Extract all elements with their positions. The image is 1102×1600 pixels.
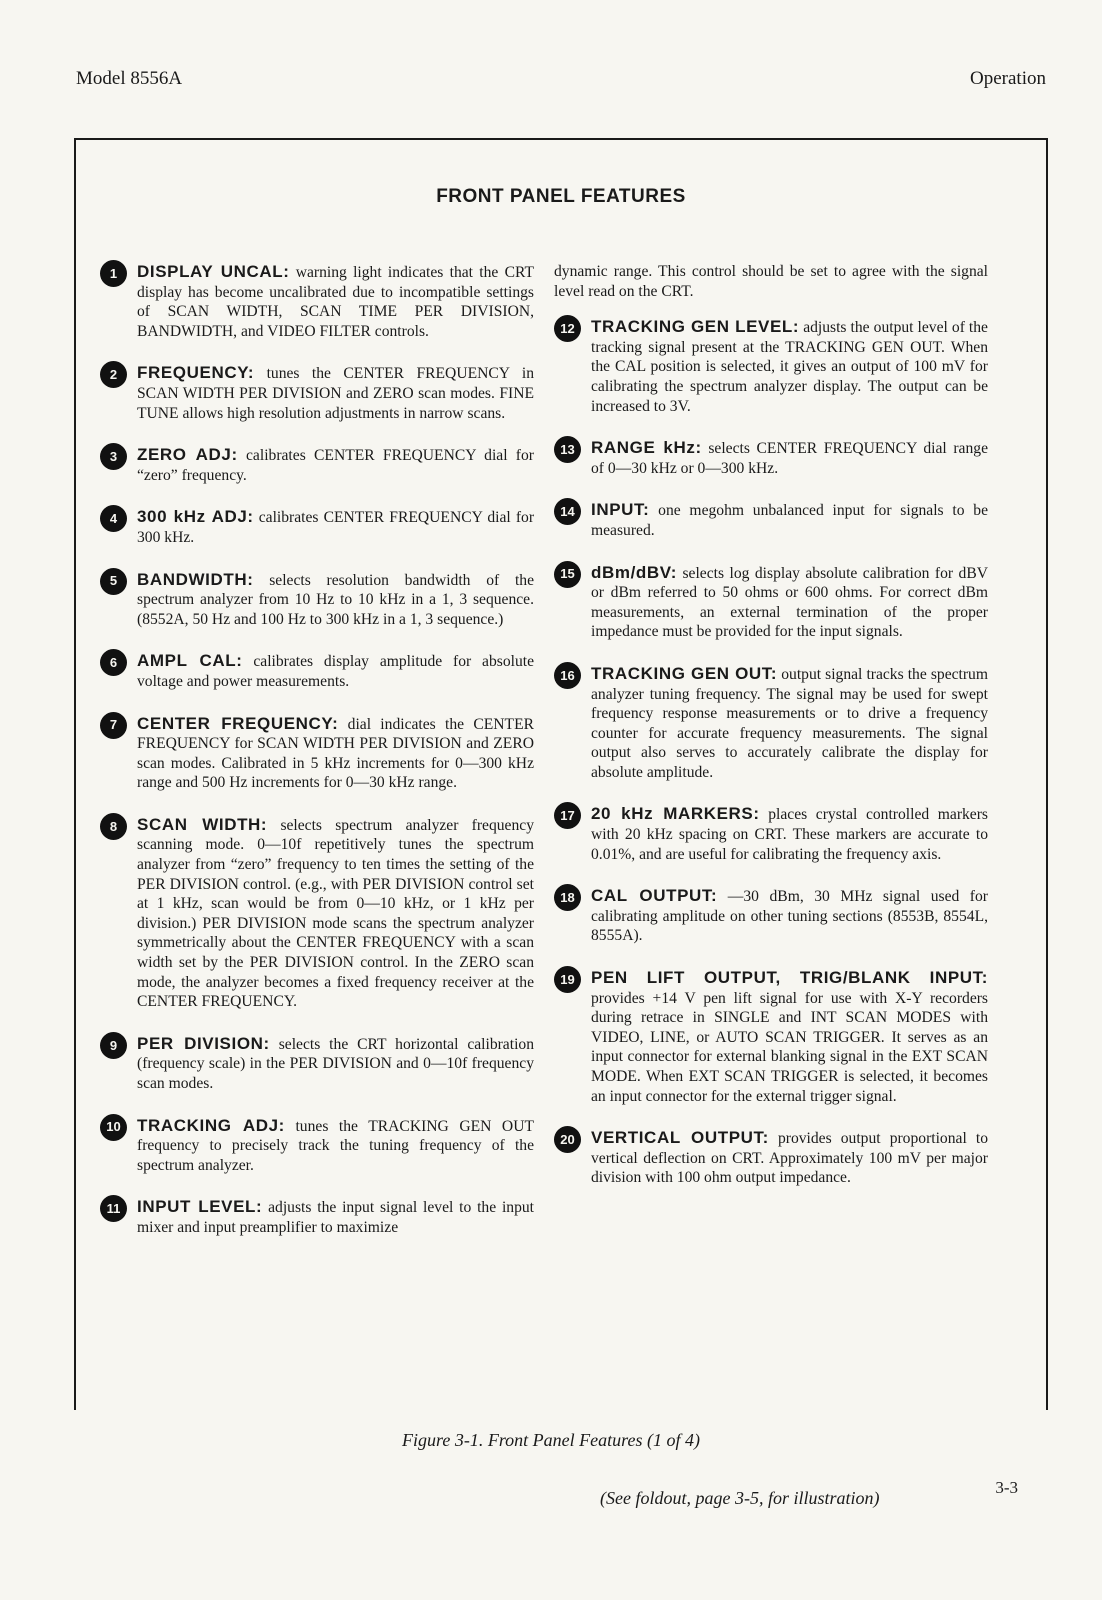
feature-term: TRACKING GEN LEVEL: [591, 317, 800, 337]
feature-item [100, 714, 534, 793]
right-column [554, 262, 988, 1210]
feature-item [100, 651, 534, 691]
figure-caption: Figure 3-1. Front Panel Features (1 of 4) [402, 1430, 700, 1450]
feature-item [554, 968, 988, 1106]
callout-number-badge: 5 [100, 568, 127, 595]
feature-description: selects CENTER FREQUENCY dial range of 0—30 kHz or 0—300 kHz. [591, 440, 988, 477]
feature-description: calibrates CENTER FREQUENCY dial for “zero” frequency. [137, 447, 534, 484]
callout-number-badge: 19 [554, 966, 581, 993]
feature-term: CAL OUTPUT: [591, 886, 718, 906]
feature-item [554, 317, 988, 416]
feature-item [100, 262, 534, 341]
feature-description: one megohm unbalanced input for signals to be measured. [591, 502, 988, 539]
feature-item [100, 363, 534, 423]
foldout-note: (See foldout, page 3-5, for illustration) [600, 1488, 880, 1508]
feature-term: 20 kHz MARKERS: [591, 804, 760, 824]
callout-number-badge: 15 [554, 561, 581, 588]
feature-item [554, 664, 988, 783]
feature-item [100, 815, 534, 1012]
feature-term: CENTER FREQUENCY: [137, 713, 339, 733]
feature-description: selects spectrum analyzer frequency scanning mode. 0—10f repetitively tunes the spectrum analyzer from “zero” frequency to ten times the setting of the PER DIVISION control. (e.g., with PER DIVISION control set at 1 kHz, scan would be from 0—10 kHz, or 1 kHz per division.) PER DIVISION mode scans the spectrum analyzer symmetrically about the CENTER FREQUENCY with a scan width set by the PER DIVISION control. In the ZERO scan mode, the analyzer becomes a fixed frequency receiver at the CENTER FREQUENCY. [137, 816, 534, 1011]
feature-term: VERTICAL OUTPUT: [591, 1128, 769, 1148]
feature-item [554, 563, 988, 642]
callout-number-badge: 4 [100, 505, 127, 532]
feature-item [100, 445, 534, 485]
feature-term: AMPL CAL: [137, 651, 243, 671]
features-frame [74, 138, 1048, 1410]
feature-term: TRACKING ADJ: [137, 1115, 285, 1135]
feature-description: places crystal controlled markers with 20 kHz spacing on CRT. These markers are accurate to 0.01%, and are useful for calibrating the frequency axis. [591, 806, 988, 863]
callout-number-badge: 14 [554, 498, 581, 525]
page-number: 3-3 [995, 1478, 1018, 1497]
feature-term: FREQUENCY: [137, 363, 255, 383]
callout-number-badge: 18 [554, 884, 581, 911]
feature-term: INPUT LEVEL: [137, 1197, 263, 1217]
callout-number-badge: 6 [100, 649, 127, 676]
feature-description: adjusts the output level of the tracking signal present at the TRACKING GEN OUT. When the CAL position is selected, it gives an output of 100 mV for calibrating the spectrum analyzer display. The output can be increased to 3V. [591, 319, 988, 415]
feature-term: PEN LIFT OUTPUT, TRIG/BLANK INPUT: [591, 968, 988, 988]
feature-description: tunes the CENTER FREQUENCY in SCAN WIDTH PER DIVISION and ZERO scan modes. FINE TUNE allows high resolution adjustments in narrow scans. [137, 365, 534, 422]
callout-number-badge: 7 [100, 712, 127, 739]
feature-description: dial indicates the CENTER FREQUENCY for SCAN WIDTH PER DIVISION and ZERO scan modes. Calibrated in 5 kHz increments for 0—300 kHz range and 500 Hz increments for 0—30 kHz range. [137, 715, 534, 792]
callout-number-badge: 9 [100, 1032, 127, 1059]
feature-item [554, 886, 988, 946]
feature-description: —30 dBm, 30 MHz signal used for calibrating amplitude on other tuning sections (8553B, 8554L, 8555A). [591, 888, 988, 945]
feature-item [100, 507, 534, 547]
feature-item [554, 1128, 988, 1188]
callout-number-badge: 3 [100, 443, 127, 470]
left-column [100, 262, 534, 1260]
feature-description: provides +14 V pen lift signal for use with X-Y recorders during retrace in SINGLE and INT SCAN MODES with VIDEO, LINE, or AUTO SCAN TRIGGER. It serves as an input connector for external blanking signal in the EXT SCAN MODE. When EXT SCAN TRIGGER is selected, it becomes an input connector for the external trigger signal. [591, 989, 988, 1105]
callout-number-badge: 12 [554, 315, 581, 342]
feature-term: 300 kHz ADJ: [137, 507, 254, 527]
header-section: Operation [970, 68, 1046, 89]
feature-description: warning light indicates that the CRT display has become uncalibrated due to incompatible settings of SCAN WIDTH, SCAN TIME PER DIVISION, BANDWIDTH, and VIDEO FILTER controls. [137, 264, 534, 340]
callout-number-badge: 10 [100, 1114, 127, 1141]
feature-term: TRACKING GEN OUT: [591, 663, 778, 683]
feature-term: DISPLAY UNCAL: [137, 262, 290, 281]
feature-item [100, 570, 534, 630]
feature-item [100, 1197, 534, 1237]
feature-description: output signal tracks the spectrum analyzer tuning frequency. The signal may be used for swept frequency response measurements or to drive a frequency counter for accurate frequency measurements. The signal output also serves to accurately calibrate the display for absolute amplitude. [591, 665, 988, 781]
feature-term: INPUT: [591, 500, 650, 520]
feature-description: calibrates CENTER FREQUENCY dial for 300 kHz. [137, 509, 535, 546]
feature-description: selects log display absolute calibration for dBV or dBm referred to 50 ohms or 600 ohms. For correct dBm measurements, an external termination of the proper impedance must be provided for the input signals. [591, 564, 988, 641]
callout-number-badge: 17 [554, 802, 581, 829]
callout-number-badge: 1 [100, 260, 127, 287]
feature-description: tunes the TRACKING GEN OUT frequency to precisely track the tuning frequency of the spectrum analyzer. [137, 1117, 534, 1174]
callout-number-badge: 20 [554, 1126, 581, 1153]
feature-description: calibrates display amplitude for absolute voltage and power measurements. [137, 653, 534, 690]
feature-term: BANDWIDTH: [137, 569, 254, 589]
feature-description: adjusts the input signal level to the input mixer and input preamplifier to maximize [137, 1199, 535, 1236]
feature-term: SCAN WIDTH: [137, 814, 268, 834]
callout-number-badge: 11 [100, 1195, 127, 1222]
callout-number-badge: 8 [100, 813, 127, 840]
feature-description: provides output proportional to vertical deflection on CRT. Approximately 100 mV per major division with 100 ohm output impedance. [591, 1130, 988, 1187]
callout-number-badge: 13 [554, 436, 581, 463]
header-model: Model 8556A [76, 68, 183, 89]
feature-item [100, 1034, 534, 1094]
feature-item [100, 1116, 534, 1176]
feature-term: ZERO ADJ: [137, 445, 238, 465]
continuation-text: dynamic range. This control should be set to agree with the signal level read on the CRT. [554, 263, 988, 300]
callout-number-badge: 2 [100, 361, 127, 388]
callout-number-badge: 16 [554, 662, 581, 689]
feature-term: RANGE kHz: [591, 438, 702, 458]
feature-description: selects the CRT horizontal calibration (frequency scale) in the PER DIVISION and 0—10f frequency scan modes. [137, 1035, 534, 1092]
panel-title: FRONT PANEL FEATURES [436, 186, 686, 207]
feature-item [554, 500, 988, 540]
feature-item [554, 438, 988, 478]
feature-term: dBm/dBV: [591, 562, 678, 582]
feature-item [554, 804, 988, 864]
feature-description: selects resolution bandwidth of the spectrum analyzer from 10 Hz to 10 kHz in a 1, 3 sequence. (8552A, 50 Hz and 100 Hz to 300 kHz in a 1, 3 sequence.) [137, 571, 534, 628]
feature-term: PER DIVISION: [137, 1033, 270, 1053]
